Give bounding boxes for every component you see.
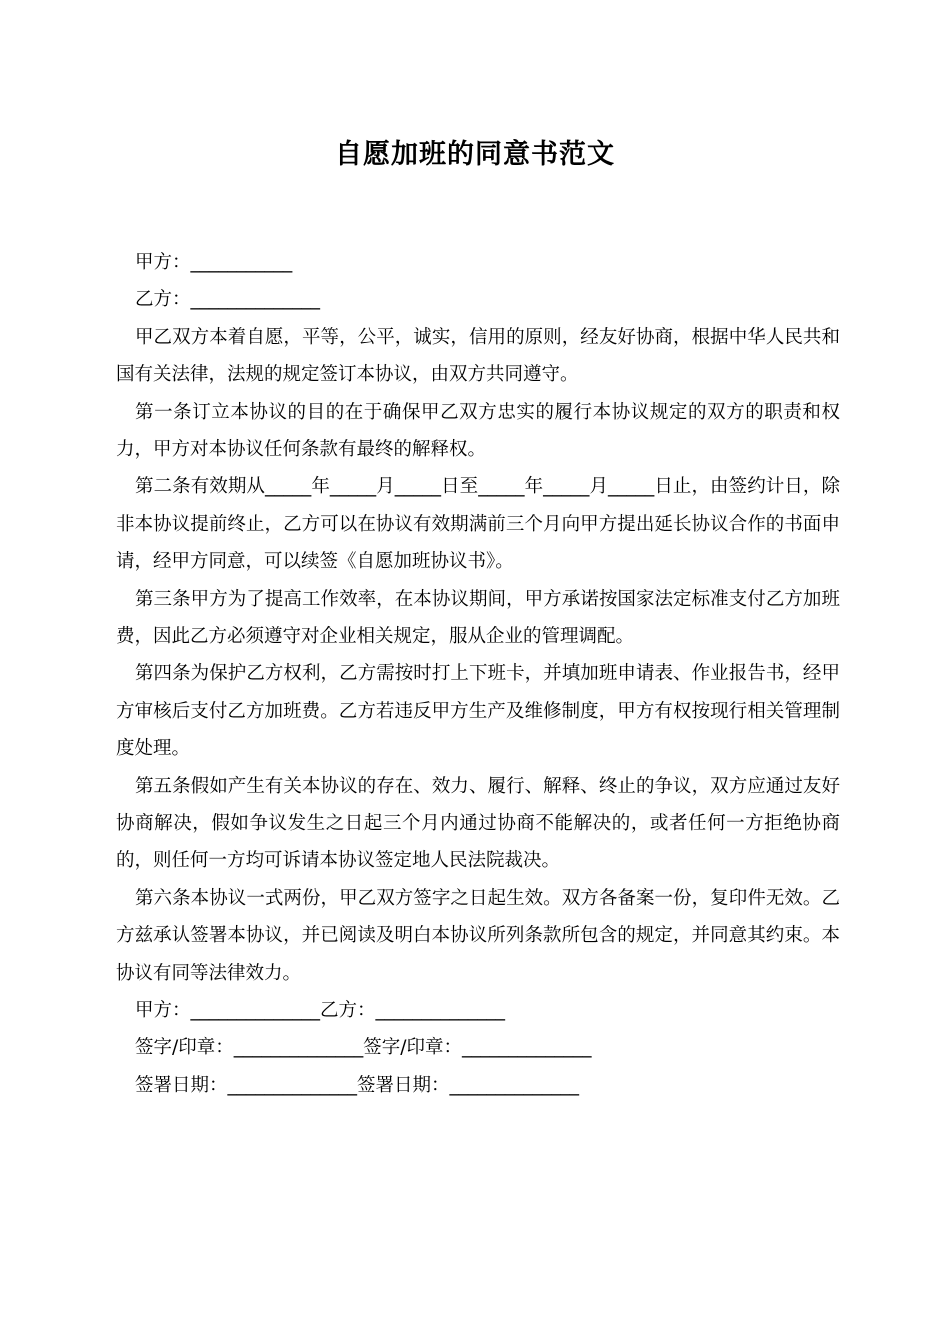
- signature-date-b: 签署日期：______________: [357, 1074, 580, 1096]
- preamble-paragraph: 甲乙双方本着自愿，平等，公平，诚实，信用的原则，经友好协商，根据中华人民共和国有关法律，法规的规定签订本协议，由双方共同遵守。: [116, 326, 840, 386]
- document-title: 自愿加班的同意书范文: [335, 139, 615, 170]
- party-a-line: 甲方：___________: [135, 252, 293, 273]
- document-body: [116, 244, 840, 1104]
- party-b-line: 乙方：______________: [135, 289, 321, 311]
- article-5-paragraph: 第五条假如产生有关本协议的存在、效力、履行、解释、终止的争议，双方应通过友好协商解决，假如争议发生之日起三个月内通过协商不能解决的，或者任何一方拒绝协商的，则任何一方均可诉请本协议签定地人民法院裁决。: [116, 775, 840, 872]
- signature-seal-b: 签字/印章：______________: [363, 1037, 592, 1059]
- signature-date-a: 签署日期：______________: [135, 1074, 358, 1096]
- article-6-paragraph: 第六条本协议一式两份，甲乙双方签字之日起生效。双方各备案一份，复印件无效。乙方兹承认签署本协议，并已阅读及明白本协议所列条款所包含的规定，并同意其约束。本协议有同等法律效力。: [116, 887, 840, 984]
- signature-party-row: [116, 992, 840, 1029]
- article-3-paragraph: 第三条甲方为了提高工作效率，在本协议期间，甲方承诺按国家法定标准支付乙方加班费，因此乙方必须遵守对企业相关规定，服从企业的管理调配。: [116, 588, 840, 648]
- signature-seal-row: [116, 1029, 840, 1066]
- signature-seal-a: 签字/印章：______________: [135, 1037, 364, 1059]
- article-1-paragraph: 第一条订立本协议的目的在于确保甲乙双方忠实的履行本协议规定的双方的职责和权力，甲方对本协议任何条款有最终的解释权。: [116, 401, 840, 460]
- signature-party-a: 甲方：______________: [135, 1000, 321, 1022]
- article-2-paragraph: 第二条有效期从_____年_____月_____日至_____年_____月_____日止，由签约计日，除非本协议提前终止，乙方可以在协议有效期满前三个月向甲方提出延长协议合作的书面申请，经甲方同意，可以续签《自愿加班协议书》。: [116, 476, 840, 573]
- article-4-paragraph: 第四条为保护乙方权利，乙方需按时打上下班卡，并填加班申请表、作业报告书，经甲方审核后支付乙方加班费。乙方若违反甲方生产及维修制度，甲方有权按现行相关管理制度处理。: [116, 663, 840, 760]
- signature-party-b: 乙方：______________: [320, 1000, 506, 1022]
- signature-date-row: [116, 1067, 840, 1104]
